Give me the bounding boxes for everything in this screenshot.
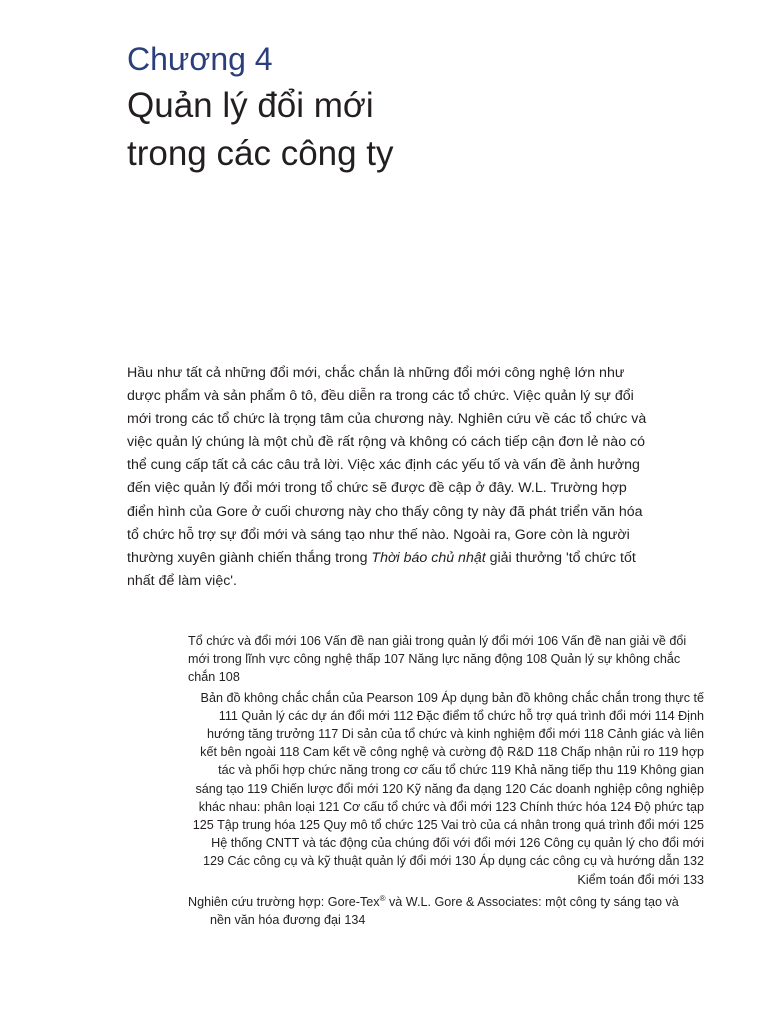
intro-italic-publication: Thời báo chủ nhật xyxy=(371,549,486,566)
toc-block-2: Bản đồ không chắc chắn của Pearson 109 Áp dụng bản đồ không chắc chắn trong thực tế 111 Quản lý các dự án đổi mới 112 Đặc điểm tổ chức hỗ trợ quá trình đổi mới 114 Định hướng tăng trưởng 117 Di sản của tổ chức và kinh nghiệm đổi mới 118 Cảnh giác và liên kết bên ngoài 118 Cam kết về công nghệ và cường độ R&D 118 Chấp nhận rủi ro 119 hợp tác và phối hợp chức năng trong cơ cấu tổ chức 119 Khả năng tiếp thu 119 Không gian sáng tạo 119 Chiến lược đổi mới 120 Kỹ năng đa dạng 120 Các doanh nghiệp công nghiệp khác nhau: phân loại 121 Cơ cấu tổ chức và đổi mới 123 Chính thức hóa 124 Độ phức tạp 125 Tập trung hóa 125 Quy mô tổ chức 125 Vai trò của cá nhân trong quá trình đổi mới 125 Hệ thống CNTT và tác động của chúng đối với đổi mới 126 Công cụ quản lý cho đổi mới 129 Các công cụ và kỹ thuật quản lý đổi mới 130 Áp dụng các công cụ và hướng dẫn 132 Kiểm toán đổi mới 133 xyxy=(192,690,704,887)
intro-text: Hầu như tất cả những đổi mới, chắc chắn là những đổi mới công nghệ lớn như dược phẩm và sản phẩm ô tô, đều diễn ra trong các tổ chức. Việc quản lý sự đổi mới trong các tổ chức là trọng tâm của chương này. Nghiên cứu về các tổ chức và việc quản lý chúng là một chủ đề rất rộng và không có cách tiếp cận đơn lẻ nào có thể cung cấp tất cả các câu trả lời. Việc xác định các yếu tố và vấn đề ảnh hưởng đến việc quản lý đổi mới trong tổ chức sẽ được đề cập ở đây. W.L. Trường hợp điển hình của Gore ở cuối chương này cho thấy công ty này đã phát triển văn hóa tổ chức hỗ trợ sự đổi mới và sáng tạo như thế nào. Ngoài ra, Gore còn là người thường xuyên giành chiến thắng trong xyxy=(127,365,647,566)
chapter-title-line-2: trong các công ty xyxy=(127,134,394,173)
toc-block-1: Tổ chức và đổi mới 106 Vấn đề nan giải trong quản lý đổi mới 106 Vấn đề nan giải về đổi mới trong lĩnh vực công nghệ thấp 107 Năng lực năng động 108 Quản lý sự không chắc chắn 108 xyxy=(188,634,687,685)
chapter-contents xyxy=(188,632,704,929)
registered-mark: ® xyxy=(379,893,386,903)
toc-case-study-text-cont: và W.L. Gore & Associates: một công ty sáng tạo và xyxy=(385,894,679,909)
toc-case-study-line-2: nền văn hóa đương đại 134 xyxy=(210,913,366,928)
chapter-number: Chương 4 xyxy=(127,41,273,77)
chapter-title xyxy=(127,82,687,178)
toc-case-study-text: Nghiên cứu trường hợp: Gore-Tex xyxy=(188,894,380,909)
chapter-title-line-1: Quản lý đổi mới xyxy=(127,86,374,125)
toc-case-study xyxy=(188,893,704,929)
intro-text-end: giải thưởng 'tổ chức tốt nhất để làm việc'. xyxy=(127,549,636,589)
intro-paragraph xyxy=(127,362,647,593)
